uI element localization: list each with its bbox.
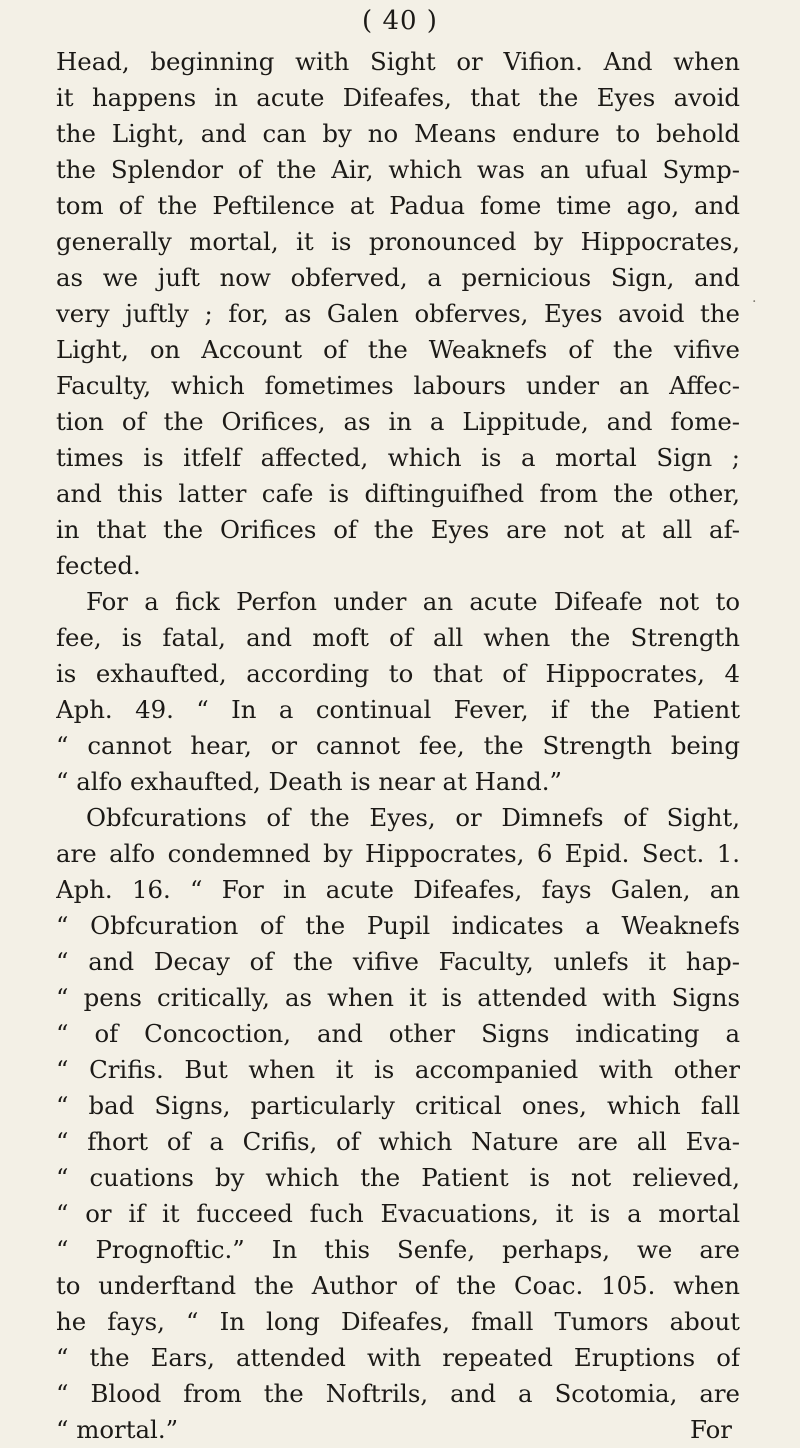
text-line: the Light, and can by no Means endure to behold: [56, 119, 740, 148]
text-line: very juftly ; for, as Galen obferves, Eyes avoid the: [56, 299, 740, 328]
text-line: “ pens critically, as when it is attended with Signs: [56, 983, 740, 1012]
text-line: Obfcurations of the Eyes, or Dimnefs of Sight,: [86, 803, 740, 832]
text-line: Faculty, which fometimes labours under an Affec-: [56, 371, 740, 400]
text-line: Aph. 49. “ In a continual Fever, if the Patient: [56, 695, 740, 724]
text-line: “ Blood from the Noftrils, and a Scotomia, are: [56, 1379, 740, 1408]
text-line: in that the Orifices of the Eyes are not at all af-: [56, 515, 740, 544]
text-line: “ cannot hear, or cannot fee, the Strength being: [56, 731, 740, 760]
text-line: it happens in acute Difeafes, that the Eyes avoid: [56, 83, 740, 112]
text-line: fee, is fatal, and moft of all when the Strength: [56, 623, 740, 652]
text-line: are alfo condemned by Hippocrates, 6 Epid. Sect. 1.: [56, 839, 740, 868]
catchword: For: [690, 1415, 732, 1444]
text-line: the Splendor of the Air, which was an ufual Symp-: [56, 155, 740, 184]
text-line: to underftand the Author of the Coac. 105. when: [56, 1271, 740, 1300]
text-line: Aph. 16. “ For in acute Difeafes, fays Galen, an: [56, 875, 740, 904]
text-line: tion of the Orifices, as in a Lippitude, and fome-: [56, 407, 740, 436]
text-line: “ bad Signs, particularly critical ones, which fall: [56, 1091, 740, 1120]
text-line: Head, beginning with Sight or Vifion. And when: [56, 47, 740, 76]
text-line: is exhaufted, according to that of Hippocrates, 4: [56, 659, 740, 688]
text-line: as we juft now obferved, a pernicious Sign, and: [56, 263, 740, 292]
text-line: “ Obfcuration of the Pupil indicates a Weaknefs: [56, 911, 740, 940]
text-line: times is itfelf affected, which is a mortal Sign ;: [56, 443, 740, 472]
text-line: tom of the Peftilence at Padua fome time ago, and: [56, 191, 740, 220]
page-number: ( 40 ): [362, 6, 438, 36]
text-line: “ Crifis. But when it is accompanied with other: [56, 1055, 740, 1084]
text-line: “ cuations by which the Patient is not relieved,: [56, 1163, 740, 1192]
text-line: “ fhort of a Crifis, of which Nature are all Eva-: [56, 1127, 740, 1156]
text-line: “ of Concoction, and other Signs indicating a: [56, 1019, 740, 1048]
text-line: “ the Ears, attended with repeated Eruptions of: [56, 1343, 740, 1372]
text-line: fected.: [56, 551, 141, 580]
text-line: “ and Decay of the vifive Faculty, unlefs it hap-: [56, 947, 740, 976]
text-line: and this latter cafe is diftinguifhed from the other,: [56, 479, 740, 508]
text-line: “ alfo exhaufted, Death is near at Hand.”: [56, 767, 562, 796]
text-line: “ or if it fucceed fuch Evacuations, it is a mortal: [56, 1199, 740, 1228]
text-line: For a fick Perfon under an acute Difeafe not to: [86, 587, 740, 616]
text-line: Light, on Account of the Weaknefs of the vifive: [56, 335, 740, 364]
text-line: “ Prognoftic.” In this Senfe, perhaps, we are: [56, 1235, 740, 1264]
margin-mark: .: [752, 290, 757, 306]
text-line: he fays, “ In long Difeafes, fmall Tumors about: [56, 1307, 740, 1336]
text-line: generally mortal, it is pronounced by Hippocrates,: [56, 227, 740, 256]
text-line: “ mortal.”: [56, 1415, 179, 1444]
